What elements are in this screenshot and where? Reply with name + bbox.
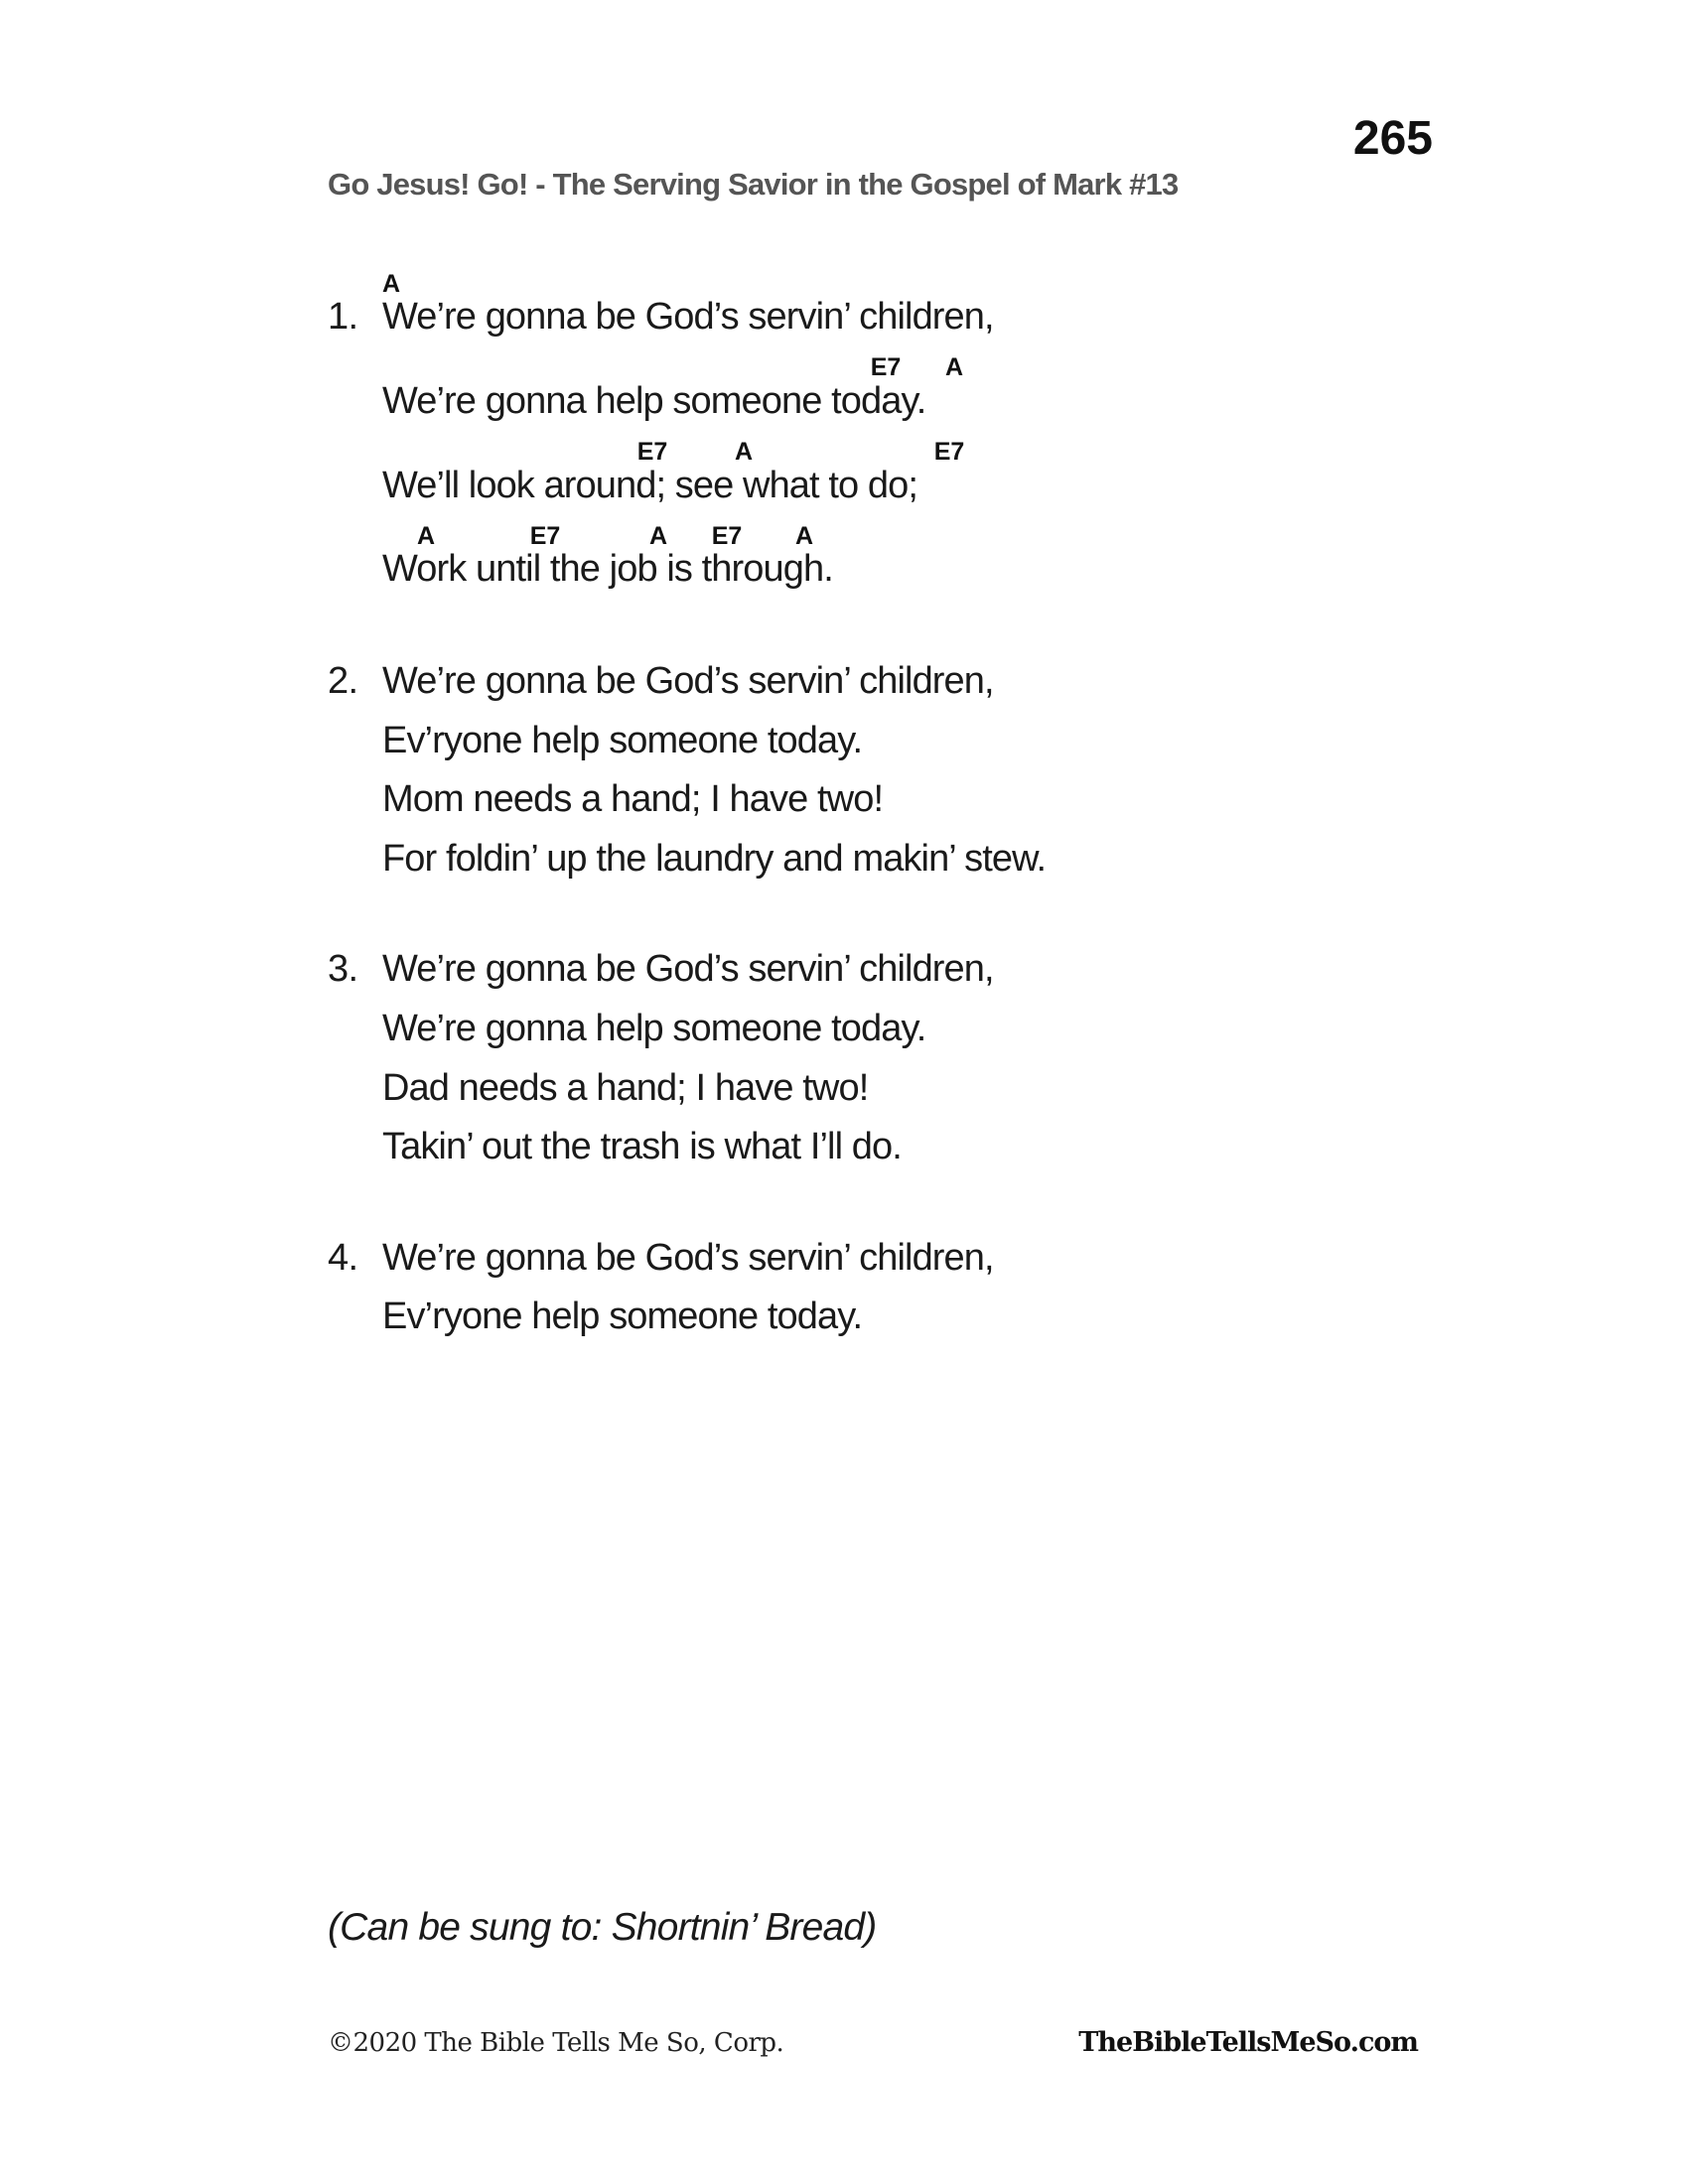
lyric-line: We’re gonna help someone today. xyxy=(382,380,926,422)
lyric-line: We’ll look around; see what to do; xyxy=(382,465,918,506)
lyric-line: We’re gonna be God’s servin’ children, xyxy=(382,296,994,338)
chord: A xyxy=(381,270,401,298)
chord: E7 xyxy=(870,353,902,381)
chord: E7 xyxy=(933,438,965,466)
lyric-line: We’re gonna help someone today. xyxy=(382,1008,926,1049)
lyric-line: Work until the job is through. xyxy=(382,548,833,590)
chord: E7 xyxy=(636,438,668,466)
chord: E7 xyxy=(711,522,743,550)
chord: A xyxy=(794,522,814,550)
tune-note: (Can be sung to: Shortnin’ Bread) xyxy=(328,1906,877,1949)
copyright: ©2020 The Bible Tells Me So, Corp. xyxy=(328,2028,784,2058)
lyric-line: Mom needs a hand; I have two! xyxy=(382,778,884,820)
lyric-line: We’re gonna be God’s servin’ children, xyxy=(382,1237,994,1279)
verse-number: 4. xyxy=(328,1237,358,1279)
chord: A xyxy=(648,522,668,550)
verse-number: 1. xyxy=(328,296,358,338)
verse-number: 3. xyxy=(328,948,358,990)
page-title: Go Jesus! Go! - The Serving Savior in the Gospel of Mark #13 xyxy=(328,167,1179,202)
lyric-line: We’re gonna be God’s servin’ children, xyxy=(382,660,994,702)
lyric-line: For foldin’ up the laundry and makin’ stew. xyxy=(382,838,1047,880)
page-number: 265 xyxy=(1352,112,1433,165)
chord: A xyxy=(416,522,436,550)
chord: A xyxy=(734,438,754,466)
chord: A xyxy=(944,353,964,381)
lyric-line: We’re gonna be God’s servin’ children, xyxy=(382,948,994,990)
chord: E7 xyxy=(529,522,561,550)
verse-number: 2. xyxy=(328,660,358,702)
lyric-line: Ev’ryone help someone today. xyxy=(382,720,863,761)
lyric-line: Takin’ out the trash is what I’ll do. xyxy=(382,1126,902,1167)
lyric-line: Dad needs a hand; I have two! xyxy=(382,1067,869,1109)
website-link[interactable]: TheBibleTellsMeSo.com xyxy=(1078,2027,1418,2058)
lyric-line: Ev’ryone help someone today. xyxy=(382,1296,863,1337)
